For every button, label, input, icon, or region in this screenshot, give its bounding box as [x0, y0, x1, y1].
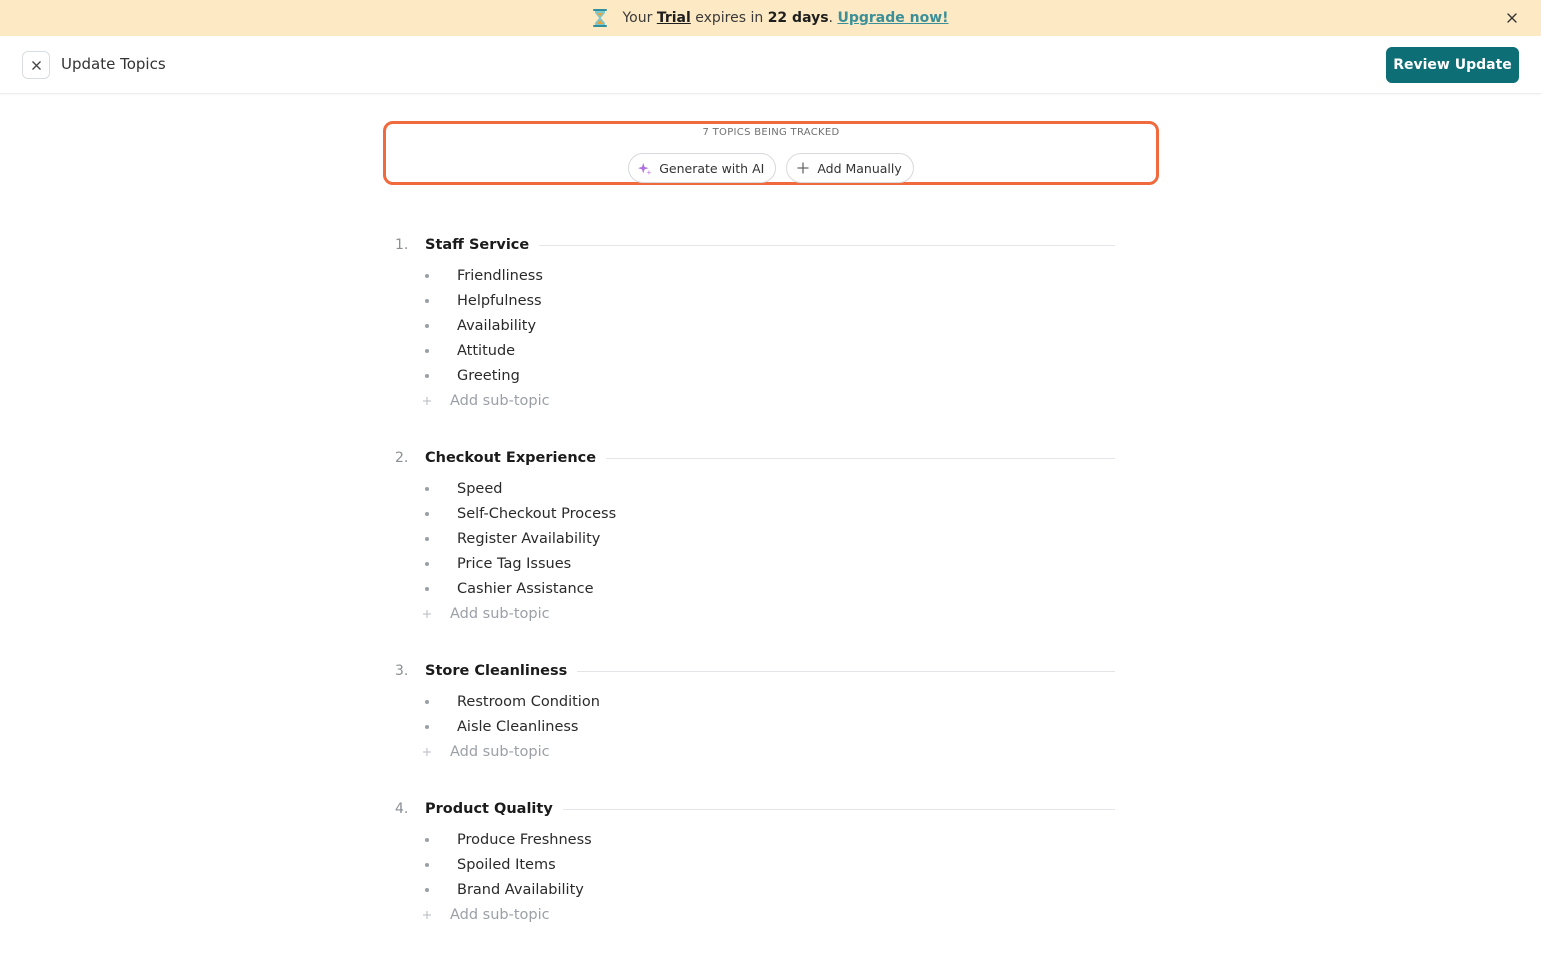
- add-subtopic-label: Add sub-topic: [450, 743, 550, 760]
- bullet-icon: [425, 349, 429, 353]
- add-manually-button[interactable]: [786, 153, 913, 183]
- banner-middle: expires in: [695, 10, 764, 26]
- add-subtopic-button[interactable]: [395, 388, 1115, 413]
- plus-icon: [423, 911, 431, 919]
- bullet-icon: [425, 512, 429, 516]
- page-title: Update Topics: [61, 55, 166, 73]
- subtopic-label: Price Tag Issues: [457, 555, 572, 572]
- generate-with-ai-label: Generate with AI: [659, 160, 765, 176]
- topic-number: 3.: [395, 663, 409, 679]
- subtopic-label: Helpfulness: [457, 292, 542, 309]
- subtopic-item[interactable]: [395, 338, 1115, 363]
- bullet-icon: [425, 374, 429, 378]
- bullet-icon: [425, 888, 429, 892]
- banner-period: .: [828, 10, 833, 26]
- hourglass-icon: [592, 9, 608, 27]
- subtopic-item[interactable]: [395, 288, 1115, 313]
- bullet-icon: [425, 838, 429, 842]
- topic-number: 4.: [395, 801, 409, 817]
- subtopic-label: Produce Freshness: [457, 831, 592, 848]
- topic-divider: [606, 458, 1115, 459]
- banner-trial: Trial: [656, 10, 691, 26]
- plus-icon: [423, 610, 431, 618]
- subtopic-label: Greeting: [457, 367, 520, 384]
- subtopic-label: Friendliness: [457, 267, 543, 284]
- subtopic-label: Speed: [457, 480, 503, 497]
- bullet-icon: [425, 537, 429, 541]
- subtopic-label: Self-Checkout Process: [457, 505, 617, 522]
- add-subtopic-label: Add sub-topic: [450, 906, 550, 923]
- add-subtopic-button[interactable]: [395, 902, 1115, 927]
- subtopic-label: Aisle Cleanliness: [457, 718, 579, 735]
- close-icon[interactable]: [1503, 9, 1521, 27]
- subtopic-item[interactable]: [395, 877, 1115, 902]
- subtopic-item[interactable]: [395, 263, 1115, 288]
- subtopic-item[interactable]: [395, 501, 1115, 526]
- bullet-icon: [425, 324, 429, 328]
- subtopic-label: Availability: [457, 317, 537, 334]
- subtopic-item[interactable]: [395, 576, 1115, 601]
- subtopic-item[interactable]: [395, 714, 1115, 739]
- topic-title[interactable]: Store Cleanliness: [425, 663, 568, 679]
- topic-divider: [563, 809, 1115, 810]
- subtopic-label: Spoiled Items: [457, 856, 556, 873]
- upgrade-link[interactable]: Upgrade now!: [837, 10, 949, 26]
- bullet-icon: [425, 863, 429, 867]
- bullet-icon: [425, 587, 429, 591]
- trial-banner: [0, 0, 1541, 36]
- subtopic-label: Attitude: [457, 342, 516, 359]
- subtopic-item[interactable]: [395, 827, 1115, 852]
- topic-title[interactable]: Staff Service: [425, 237, 530, 253]
- sparkle-icon: [638, 161, 652, 175]
- bullet-icon: [425, 487, 429, 491]
- subtopic-label: Cashier Assistance: [457, 580, 594, 597]
- topic-header: [395, 658, 1115, 684]
- subtopic-label: Brand Availability: [457, 881, 584, 898]
- subtopic-label: Restroom Condition: [457, 693, 600, 710]
- topic-divider: [539, 245, 1115, 246]
- subtopic-item[interactable]: [395, 689, 1115, 714]
- bullet-icon: [425, 562, 429, 566]
- topics-list: [395, 232, 1115, 927]
- subtopic-list: [395, 476, 1115, 626]
- add-subtopic-button[interactable]: [395, 739, 1115, 764]
- topic-actions: [386, 153, 1156, 183]
- subtopic-item[interactable]: [395, 526, 1115, 551]
- bullet-icon: [425, 700, 429, 704]
- plus-icon: [423, 748, 431, 756]
- plus-icon: [423, 397, 431, 405]
- close-icon: [32, 61, 41, 70]
- bullet-icon: [425, 274, 429, 278]
- subtopic-label: Register Availability: [457, 530, 601, 547]
- topic-item: [395, 232, 1115, 413]
- topic-header: [395, 232, 1115, 258]
- add-subtopic-label: Add sub-topic: [450, 392, 550, 409]
- topic-item: [395, 796, 1115, 927]
- subtopic-list: [395, 689, 1115, 764]
- topic-item: [395, 658, 1115, 764]
- subtopic-item[interactable]: [395, 852, 1115, 877]
- subtopic-item[interactable]: [395, 551, 1115, 576]
- add-manually-label: Add Manually: [817, 160, 902, 176]
- close-button[interactable]: [22, 51, 50, 79]
- bullet-icon: [425, 725, 429, 729]
- topic-title[interactable]: Checkout Experience: [425, 450, 597, 466]
- banner-prefix: Your: [622, 10, 653, 26]
- topics-count-label: 7 TOPICS BEING TRACKED: [702, 127, 840, 138]
- subtopic-list: [395, 827, 1115, 927]
- generate-with-ai-button[interactable]: [628, 153, 776, 183]
- topic-item: [395, 445, 1115, 626]
- topic-header: [395, 796, 1115, 822]
- review-update-button[interactable]: Review Update: [1386, 47, 1519, 83]
- topics-tracked-panel: [383, 121, 1159, 185]
- topic-header: [395, 445, 1115, 471]
- add-subtopic-button[interactable]: [395, 601, 1115, 626]
- add-subtopic-label: Add sub-topic: [450, 605, 550, 622]
- subtopic-list: [395, 263, 1115, 413]
- topic-number: 2.: [395, 450, 409, 466]
- top-header: [0, 36, 1541, 94]
- subtopic-item[interactable]: [395, 476, 1115, 501]
- topic-divider: [577, 671, 1115, 672]
- bullet-icon: [425, 299, 429, 303]
- subtopic-item[interactable]: [395, 363, 1115, 388]
- plus-icon: [796, 161, 810, 175]
- topic-number: 1.: [395, 237, 409, 253]
- subtopic-item[interactable]: [395, 313, 1115, 338]
- banner-days: 22 days: [767, 10, 829, 26]
- topic-title[interactable]: Product Quality: [425, 801, 553, 817]
